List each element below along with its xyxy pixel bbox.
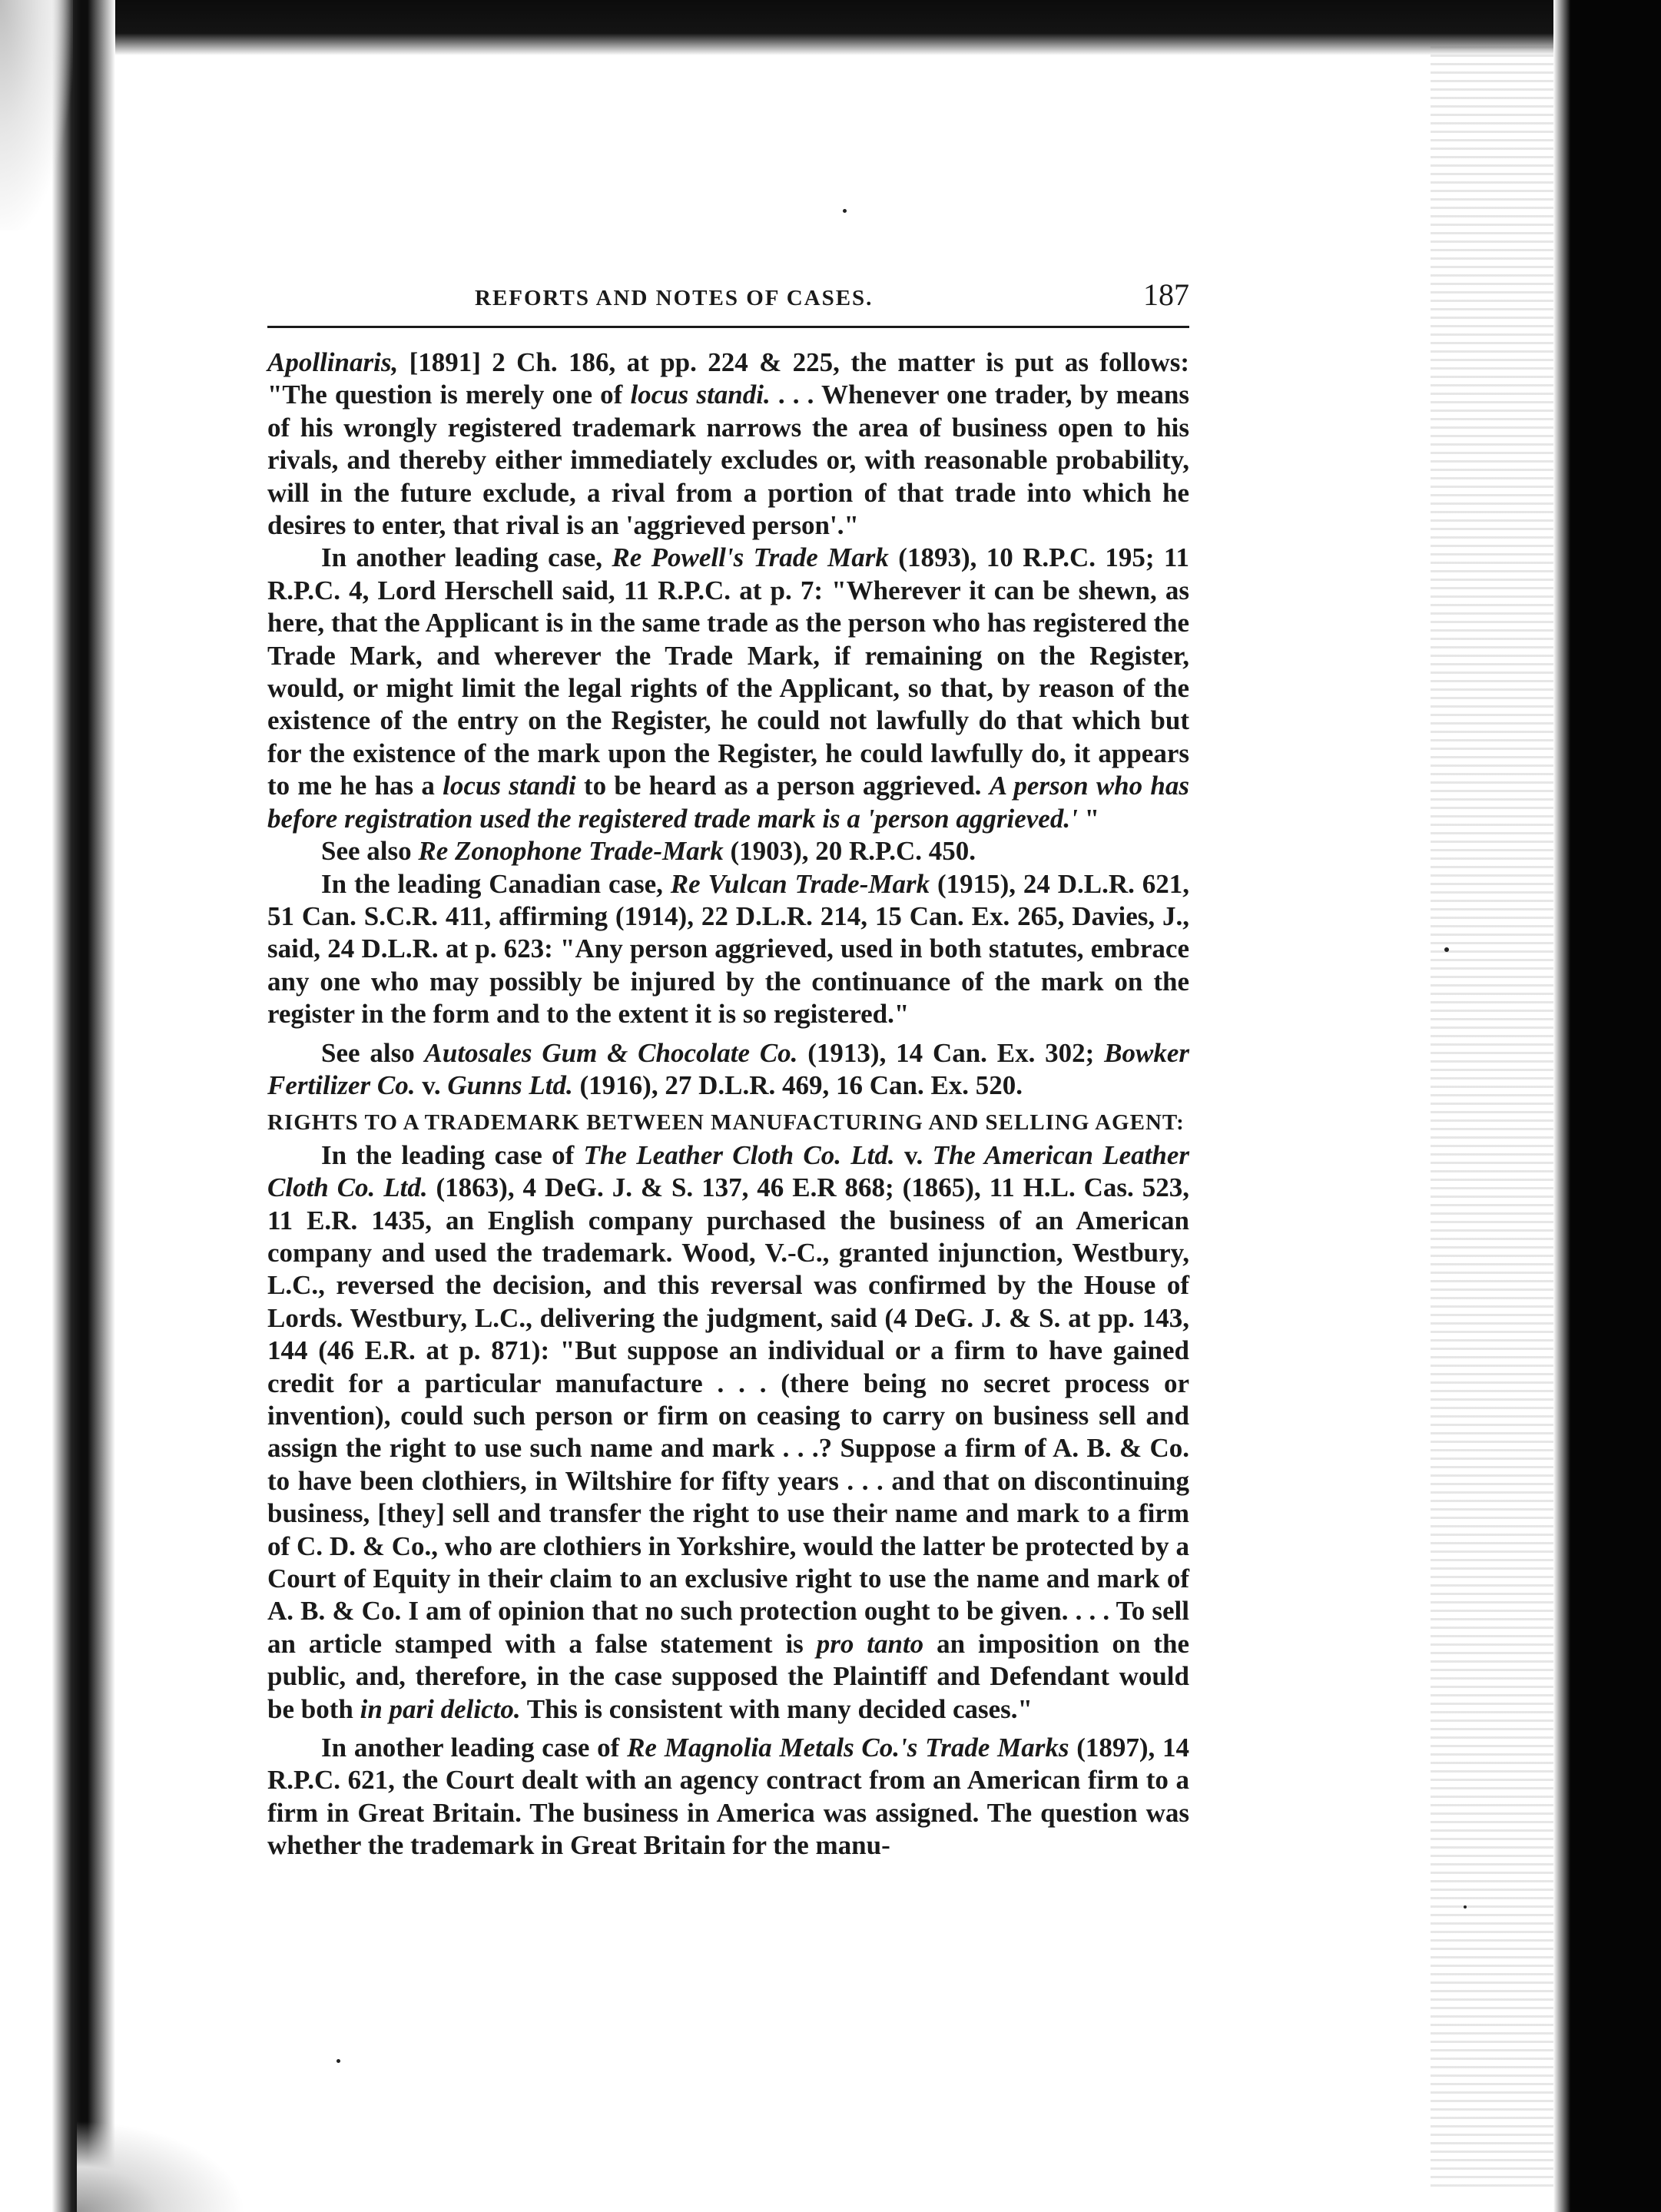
paragraph (267, 1037, 1189, 1103)
speck-mark (1464, 1905, 1467, 1909)
scan-left-binding-shadow (0, 0, 115, 2212)
text-run: (1897), 14 R.P.C. 621, the Court dealt with an agency contract from an American firm to a firm in Great Britain. The business in America was assigned. The question was whether the trademark in Great Britain for the manu- (267, 1733, 1189, 1861)
paragraph (267, 1732, 1189, 1862)
text-run: (1916), 27 D.L.R. 469, 16 Can. Ex. 520. (572, 1070, 1023, 1100)
text-run: (1863), 4 DeG. J. & S. 137, 46 E.R 868; (1865), 11 H.L. Cas. 523, 11 E.R. 1435, an English company purchased the business of an American company and used the trademark. Wood, V.-C., granted injunction, Westbury, L.C., reversed the decision, and this reversal was confirmed by the House of Lords. Westbury, L.C., delivering the judgment, said (4 DeG. J. & S. at pp. 143, 144 (46 E.R. at p. 871): "But suppose an individual or a firm to have gained credit for a particular manufacture . . . (there being no secret process or invention), could such person or firm on ceasing to carry on business sell and assign the right to use such name and mark . . .? Suppose a firm of A. B. & Co. to have been clothiers, in Wiltshire for fifty years . . . and that on discontinuing business, [they] sell and transfer the right to use their name and mark to a firm of C. D. & Co., who are clothiers in Yorkshire, would the latter be protected by a Court of Equity in their claim to an exclusive right to use the name and mark of A. B. & Co. I am of opinion that no such protection ought to be given. . . . To sell an article stamped with a false statement is (267, 1172, 1189, 1659)
text-run: See also (321, 836, 419, 867)
italic-run: pro tanto (816, 1628, 924, 1659)
text-run: " (1077, 803, 1100, 834)
paragraph (267, 542, 1189, 835)
italic-run: The American Leather Cloth Co. Ltd. (267, 1139, 1189, 1203)
italic-run: Gunns Ltd. (447, 1070, 573, 1100)
speck-mark (843, 209, 847, 213)
page-number: 187 (1143, 277, 1189, 312)
running-head (267, 277, 1189, 324)
section-heading (267, 1106, 1189, 1139)
text-run: (1913), 14 Can. Ex. 302; (797, 1037, 1105, 1068)
italic-run: Re Powell's Trade Mark (612, 542, 889, 573)
scan-right-noise (1431, 46, 1561, 2190)
text-run: (1893), 10 R.P.C. 195; 11 R.P.C. 4, Lord Herschell said, 11 R.P.C. at p. 7: "Wherever it can be shewn, as here, that the Applicant is in the same trade as the person who has registered the Trade Mark, and wherever the Trade Mark, if remaining on the Register, would, or might limit the legal rights of the Applicant, so that, by reason of the existence of the entry on the Register, he could not lawfully do that which but for the existence of the mark upon the Register, he could lawfully do, it appears to me he has a (267, 542, 1189, 801)
italic-run: in pari delicto. (360, 1693, 521, 1724)
text-run: an imposition on the public, and, therefore, in the case supposed the Plaintiff and Defendant would be both (267, 1628, 1189, 1724)
speck-mark (1444, 947, 1449, 952)
text-run: [1891] 2 Ch. 186, at pp. 224 & 225, the matter is put as follows: "The question is merely one of (267, 347, 1189, 410)
scan-right-edge (1553, 0, 1661, 2212)
italic-run: A person who has before registration used the registered trade mark is a 'person aggrieved.' (267, 771, 1189, 834)
paragraph (267, 868, 1189, 1031)
italic-run: locus standi. (630, 380, 771, 410)
italic-run: Bowker Fertilizer Co. (267, 1037, 1189, 1100)
header-rule (267, 326, 1189, 328)
paragraph (267, 1139, 1189, 1726)
document-page (267, 277, 1189, 1862)
text-run: (1915), 24 D.L.R. 621, 51 Can. S.C.R. 411, affirming (1914), 22 D.L.R. 214, 15 Can. Ex. 265, Davies, J., said, 24 D.L.R. at p. 623: "Any person aggrieved, used in both statutes, embrace any one who may possibly be injured by the continuance of the mark on the register in the form and to the extent it is so registered." (267, 868, 1189, 1030)
italic-run: Re Magnolia Metals Co.'s Trade Marks (627, 1733, 1069, 1763)
scan-bottom-corner-stain (77, 2121, 246, 2212)
italic-run: Apollinaris, (267, 347, 399, 377)
text-run: In another leading case, (321, 542, 612, 573)
text-run: This is consistent with many decided cases." (520, 1693, 1033, 1724)
text-run: . . . Whenever one trader, by means of his wrongly registered trademark narrows the area of business open to his rivals, and thereby either immediately excludes or, with reasonable probability, will in the future exclude, a rival from a portion of that trade into which he desires to enter, that rival is an 'aggrieved person'." (267, 380, 1189, 541)
italic-run: Autosales Gum & Chocolate Co. (424, 1037, 798, 1068)
italic-run: The Leather Cloth Co. Ltd. (583, 1139, 895, 1170)
italic-run: Re Vulcan Trade-Mark (670, 868, 930, 899)
scan-top-edge (0, 0, 1661, 55)
text-run: In another leading case of (321, 1733, 628, 1763)
text-run: to be heard as a person aggrieved. (575, 771, 990, 801)
text-run: v. (415, 1070, 448, 1100)
italic-run: Re Zonophone Trade-Mark (418, 836, 724, 867)
text-run: RIGHTS TO A TRADEMARK BETWEEN MANUFACTURING AND SELLING AGENT: (267, 1110, 1185, 1136)
running-title: REFORTS AND NOTES OF CASES. (475, 286, 874, 310)
paragraph (267, 347, 1189, 542)
text-run: See also (321, 1037, 425, 1068)
scan-left-corner-stain (0, 0, 73, 230)
text-run: In the leading case of (321, 1139, 584, 1170)
body-text (267, 347, 1189, 1862)
italic-run: locus standi (443, 771, 576, 801)
text-run: v. (894, 1139, 933, 1170)
paragraph (267, 835, 1189, 867)
text-run: In the leading Canadian case, (321, 868, 671, 899)
speck-mark (337, 2059, 340, 2063)
text-run: (1903), 20 R.P.C. 450. (723, 836, 976, 867)
